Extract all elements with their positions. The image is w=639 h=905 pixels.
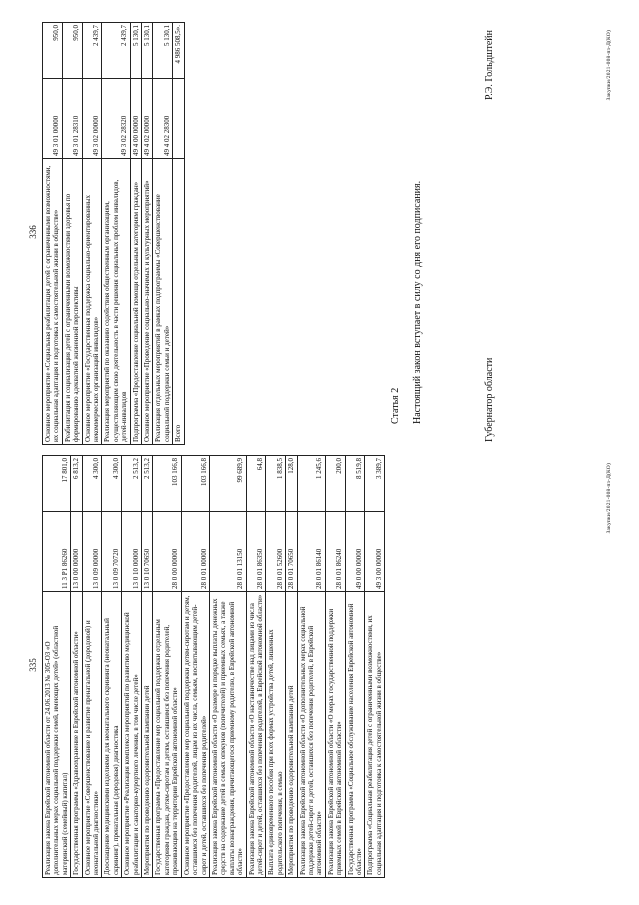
row-code: 28 0 01 13150 (209, 512, 246, 592)
row-code: 49 3 02 28320 (102, 79, 130, 159)
row-amount: 4 986 508,5». (173, 23, 184, 79)
row-amount: 4 300,0 (102, 456, 122, 512)
row-description: Основное мероприятие «Совершенствование и развитие пренатальной (дородовой) и неонатальной диагностики» (82, 592, 102, 878)
table-row (153, 456, 181, 878)
row-description: Мероприятия по проведению оздоровительной кампании детей (142, 592, 153, 878)
budget-table-right (42, 22, 185, 445)
page-number: 335 (28, 658, 38, 672)
table-row (173, 23, 184, 445)
row-code: 28 0 01 70650 (286, 512, 297, 592)
table-row (142, 23, 153, 445)
row-code: 49 3 01 00000 (43, 79, 63, 159)
right-page (26, 16, 618, 448)
row-amount: 950,0 (62, 23, 82, 79)
row-description: Подпрограмма «Предоставление социальной помощи отдельным категориям граждан» (130, 159, 141, 445)
left-page (26, 449, 618, 881)
row-description: Реализация закона Еврейской автономной области «О мерах государственной поддержки приемных семей в Еврейской автономной области» (325, 592, 345, 878)
row-amount: 6 813,2 (71, 456, 82, 512)
row-code: 28 0 01 86140 (297, 512, 325, 592)
row-description: Выплата единовременного пособия при всех формах устройства детей, лишенных родительского попечения, в семью (266, 592, 286, 878)
table-row (266, 456, 286, 878)
table-row (209, 456, 246, 878)
table-row (365, 456, 385, 878)
page-footer: Закупки/2021-008-пз-Д(КО) (606, 463, 612, 534)
governor-name: Р.Э. Гольдштейн (484, 30, 495, 101)
table-row (325, 456, 345, 878)
row-description: Реализация мероприятий по оказанию содействия общественным организациям, осуществляющим свою деятельность в части решения социальных проблем инвалидов, детей-инвалидов (102, 159, 130, 445)
row-description: Реабилитация и социализация детей с ограниченными возможностями здоровья по формированию адекватной жизненной перспективы (62, 159, 82, 445)
row-amount: 4 300,0 (82, 456, 102, 512)
row-description: Реализация закона Еврейской автономной области «О дополнительных мерах социальной поддержки детей-сирот и детей, оставшихся без попечения родителей, в Еврейской автономной области» (297, 592, 325, 878)
table-row (153, 23, 173, 445)
row-amount: 2 439,7 (102, 23, 130, 79)
row-code: 28 0 01 00000 (181, 512, 209, 592)
article-heading: Статья 2 (390, 387, 401, 424)
row-code: 13 0 10 70650 (142, 512, 153, 592)
row-description: Реализация отдельных мероприятий в рамках подпрограммы «Совершенствование социальной поддержки семьи и детей» (153, 159, 173, 445)
row-code: 13 0 00 00000 (71, 512, 82, 592)
row-description: Основное мероприятие «Социальная реабилитация детей с ограниченными возможностями, их социальная адаптация и подготовка к самостоятельной жизни в обществе» (43, 159, 63, 445)
table-row (246, 456, 266, 878)
row-description: Подпрограмма «Социальная реабилитация детей с ограниченными возможностями, их социальная адаптация и подготовка к самостоятельной жизни в обществе» (365, 592, 385, 878)
table-row (102, 456, 122, 878)
table-row (43, 456, 71, 878)
table-row (102, 23, 130, 445)
table-row (122, 456, 142, 878)
page-footer: Закупки/2021-008-пз-Д(КО) (606, 30, 612, 101)
row-code: 13 0 09 00000 (82, 512, 102, 592)
row-description: Государственная программа «Предоставление мер социальной поддержки отдельным категориям граждан, детям-сиротам и детям, оставшимся без попечения родителей, проживающим на территории Еврейской автономной области» (153, 592, 181, 878)
table-row (82, 23, 102, 445)
row-amount: 17 801,0 (43, 456, 71, 512)
row-amount: 5 130,1 (153, 23, 173, 79)
row-code: 28 0 01 52600 (266, 512, 286, 592)
row-code: 28 0 01 86350 (246, 512, 266, 592)
row-description: Всего (173, 159, 184, 445)
row-description: Основное мероприятие «Государственная поддержка социально-ориентированных некоммерческих организаций инвалидов» (82, 159, 102, 445)
row-amount: 2 513,2 (122, 456, 142, 512)
row-amount: 1 838,5 (266, 456, 286, 512)
row-code: 28 0 00 00000 (153, 512, 181, 592)
budget-table-left (42, 455, 385, 878)
row-code: 49 4 02 00000 (142, 79, 153, 159)
row-amount: 1 245,6 (297, 456, 325, 512)
law-text: Настоящий закон вступает в силу со дня его подписания. (412, 180, 423, 424)
rotated-spread (26, 16, 618, 881)
row-code: 49 4 02 28300 (153, 79, 173, 159)
row-description: Реализация закона Еврейской автономной области «О размере и порядке выплаты денежных средств на содержание детей в семьях опекунов (попечителей) и приемных семьях, а также выплаты вознаграждения, причитающегося приемному родителю, в Еврейской автономной области» (209, 592, 246, 878)
row-code: 13 0 09 70720 (102, 512, 122, 592)
row-amount: 3 389,7 (365, 456, 385, 512)
row-code: 49 3 02 00000 (82, 79, 102, 159)
row-amount: 2 513,2 (142, 456, 153, 512)
row-amount: 2 439,7 (82, 23, 102, 79)
row-amount: 103 166,8 (181, 456, 209, 512)
table-row (82, 456, 102, 878)
row-code: 49 4 00 00000 (130, 79, 141, 159)
row-description: Основное мероприятие «Предоставление мер социальной поддержки детям-сиротам и детям, оставшимся без попечения родителей, лицам из их числа, семьям, воспитывающим детей-сирот и детей, оставшихся без попечения родителей» (181, 592, 209, 878)
row-description: Государственная программа «Здравоохранение в Еврейской автономной области» (71, 592, 82, 878)
row-amount: 200,0 (325, 456, 345, 512)
table-row (62, 23, 82, 445)
row-amount: 103 166,8 (153, 456, 181, 512)
row-amount: 5 130,1 (142, 23, 153, 79)
row-description: Мероприятия по проведению оздоровительной кампании детей (286, 592, 297, 878)
row-description: Дооснащение медицинскими изделиями для неонатального скрининга (неонатальный скрининг), пренатальная (дородовая) диагностика (102, 592, 122, 878)
row-code: 11 3 P1 86260 (43, 512, 71, 592)
row-code: 49 0 00 00000 (345, 512, 365, 592)
row-code (173, 79, 184, 159)
table-row (181, 456, 209, 878)
row-amount: 128,0 (286, 456, 297, 512)
table-row (43, 23, 63, 445)
table-row (142, 456, 153, 878)
row-description: Основное мероприятие «Проведение социально-значимых и культурных мероприятий» (142, 159, 153, 445)
row-amount: 99 689,9 (209, 456, 246, 512)
table-row (297, 456, 325, 878)
row-amount: 8 519,8 (345, 456, 365, 512)
row-description: Основное мероприятие «Реализация комплекса мероприятий по развитию медицинской реабилитации и санаторно-курортного лечения, в том числе детей» (122, 592, 142, 878)
row-code: 49 3 01 28310 (62, 79, 82, 159)
table-row (130, 23, 141, 445)
row-amount: 950,0 (43, 23, 63, 79)
row-amount: 5 130,1 (130, 23, 141, 79)
row-code: 28 0 01 86240 (325, 512, 345, 592)
governor-title: Губернатор области (484, 357, 495, 442)
table-row (286, 456, 297, 878)
row-description: Реализация закона Еврейской автономной области от 24.06.2013 № 305-ОЗ «О дополнительных мерах социальной поддержки семей, имеющих детей» (областной материнский (семейный) капитал) (43, 592, 71, 878)
table-row (345, 456, 365, 878)
row-code: 49 3 00 00000 (365, 512, 385, 592)
row-description: Реализация закона Еврейской автономной области «О наставничестве над лицами из числа детей-сирот и детей, оставшихся без попечения родителей, в Еврейской автономной области» (246, 592, 266, 878)
table-row (71, 456, 82, 878)
page-number: 336 (28, 225, 38, 239)
row-amount: 64,8 (246, 456, 266, 512)
row-code: 13 0 10 00000 (122, 512, 142, 592)
row-description: Государственная программа «Социальное обслуживание населения Еврейской автономной области» (345, 592, 365, 878)
